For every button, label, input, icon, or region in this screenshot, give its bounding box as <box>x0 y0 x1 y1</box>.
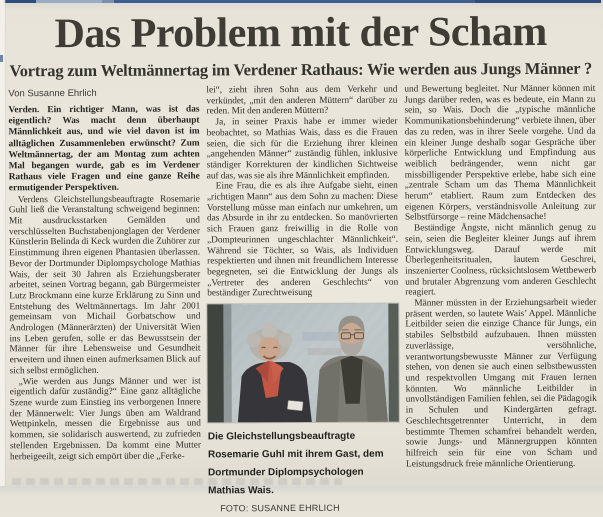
paragraph: Männer müssten in der Erziehungsarbeit wieder präsent werden, so lautete Wais’ Appel. Männliche Leitbilder seien die einzige Chance für Jungs, ein stabiles Selbstbild aufzubauen. Ihnen müssten zuverlässige, versöhnliche, verantwortungsbewusste Männer zur Verfügung stehen, von denen sie auch einen selbstbewussten und respektvollen Umgang mit Frauen lernen könnten. Wo männliche Leitbilder in unvollständigen Familien fehlen, sei die Pädagogik in Schulen und Kindergärten gefragt. Geschlechtsgetrennter Unterricht, in dem bestimmte Themen schamfrei behandelt werden, sowie Jungs- und Männergruppen könnten hilfreich sein für eine von Scham und Leistungsdruck freie männliche Orientierung. <box>405 298 597 470</box>
article <box>0 2 603 489</box>
paragraph: Beständige Ängste, nicht männlich genug zu sein, seien die Begleiter kleiner Jungs auf ihrem Entwicklungsweg. Darauf werde mit Überlegenheitsritualen, lautem Geschrei, inszenierter Coolness, rücksichtslosem Wettbewerb und brutaler Abgrenzung vom anderen Geschlecht reagiert. <box>405 223 596 299</box>
article-columns <box>0 84 603 489</box>
column-3 <box>404 84 597 487</box>
photo-credit: FOTO: SUSANNE EHRLICH <box>208 503 340 514</box>
paragraph: Eine Frau, die es als ihre Aufgabe sieht, einen „richtigen Mann“ aus dem Sohn zu machen: Diese Vorstellung müsse man einfach nur umkehren, um das Absurde in ihr zu entdecken. So manövrierten sich Frauen ganz freiwillig in die Rolle von „Dompteurinnen ungeschlachter Männlichkeit“. Während sie Töchter, so Wais, als Individuen respektierten und ihnen mit freundlichem Interesse begegneten, sei die Entwicklung der Jungs als „Vertreter des anderen Geschlechts“ von beständiger Zurechtweisung <box>207 181 399 300</box>
photo-caption-block <box>208 426 399 517</box>
byline: Von Susanne Ehrlich <box>8 87 199 99</box>
column-1 <box>8 85 201 488</box>
subheadline: Vortrag zum Weltmännertag im Verdener Rathaus: Wie werden aus Jungs Männer ? <box>0 58 601 83</box>
column-2 <box>206 85 399 488</box>
paragraph: und Bewertung begleitet. Nur Männer können mit Jungs darüber reden, was es bedeute, ein Mann zu sein, so Wais. Doch die „typische männliche Kommunikationsbehinderung“ verbiete ihnen, über das zu reden, was in ihrer Seele vorgehe. Und da ein kleiner Junge deshalb sogar Gespräche über körperliche Entwicklung und Empfindung aus weiblich bedrängender, wenn nicht gar missbilligender Perspektive erlebe, habe sich eine „zentrale Scham um das Thema Männlichkeit herum“ etabliert. Raum zum Entdecken des eigenen Körpers, verständnisvolle Anleitung zur Selbstfürsorge – reine Mädchensache! <box>404 84 596 224</box>
paragraph: lei“, zieht ihren Sohn aus dem Verkehr und verkündet, „mit den anderen Müttern“ darüber zu reden. Mit den anderen Müttern? <box>206 85 397 118</box>
photo-caption: Die Gleichstellungsbeauftragte Rosemarie Guhl mit ihrem Gast, dem Dortmunder Diplompsychologen Mathias Wais. <box>208 431 384 497</box>
event-photo <box>207 304 399 423</box>
headline: Das Problem mit der Scham <box>0 9 601 58</box>
paragraph: „Wie werden aus Jungs Männer und wer ist eigentlich dafür zuständig?“ Eine ganz alltägliche Szene wurde zum Einstieg ins verborgenen Innere der Männerwelt: Vier Jungs üben am Waldrand Wettpinkeln, messen die Ergebnisse aus und kommen, sie solidarisch auswertend, zu zufrieden stellenden Ergebnissen. Da kommt eine Mutter herbeigeeilt, zeigt sich empört über die „Ferke- <box>10 376 201 462</box>
lead-paragraph: Verden. Ein richtiger Mann, was ist das eigentlich? Was macht denn überhaupt Männlichkeit aus, und wie viel davon ist im alltäglichen Zusammenleben erwünscht? Zum Weltmännertag, der am Montag zum achten Mal begangen wurde, gab es im Verdener Rathaus viele Fragen und eine ganze Reihe ermutigender Perspektiven. <box>8 104 199 194</box>
print-bleedthrough <box>12 478 342 485</box>
event-photo-illustration <box>207 304 399 423</box>
paragraph: Verdens Gleichstellungsbeauftragte Rosemarie Guhl ließ die Veranstaltung schweigend beginnen: Mit ausdrucksstarken Gemälden und verschlüsselten Buchstabenjonglagen der Verdener Künstlerin Belinda di Keck wurden die Zuhörer zur Einstimmung ihren eigenen Phantasien überlassen. Bevor der Dortmunder Diplompsychologe Mathias Wais, der seit 30 Jahren als Erziehungsberater arbeitet, seinen Vortrag begann, gab Bürgermeister Lutz Brockmann eine kurze Erklärung zu Sinn und Entstehung des Weltmännertags. Im Jahr 2001 gemeinsam von Michail Gorbatschow und Andrologen (Männerärzten) der Universität Wien ins Leben gerufen, solle er das Bewusstsein der Männer für ihre Lebensweise und Gesundheit erweitern und ihnen einen aufmerksamen Blick auf sich selbst ermöglichen. <box>9 194 201 377</box>
paragraph: Ja, in seiner Praxis habe er immer wieder beobachtet, so Mathias Wais, dass es die Frauen seien, die sich für die Erziehung ihrer kleinen „angehenden Männer“ zuständig fühlen, inklusive ständiger Korrekturen der kindlichen Sichtweise auf das, was sie als ihre Männlichkeit empfinden. <box>206 117 397 182</box>
